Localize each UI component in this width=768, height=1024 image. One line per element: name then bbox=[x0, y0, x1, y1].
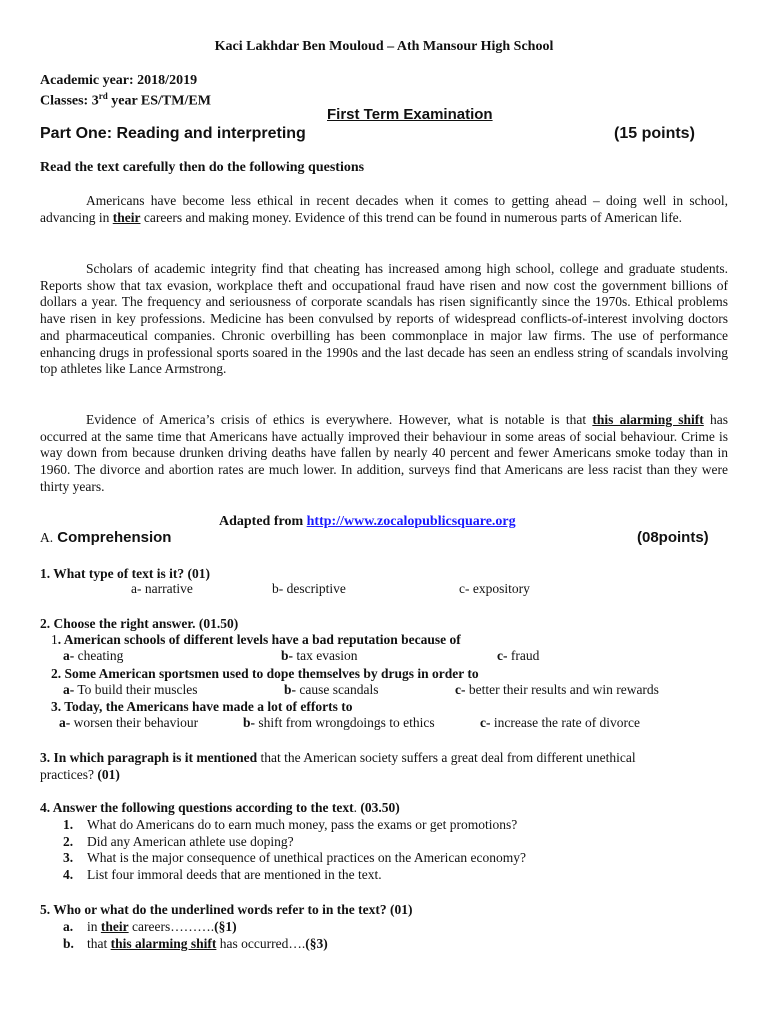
q5-b-ref: (§3) bbox=[305, 936, 328, 951]
q2-item-1-num: 1 bbox=[51, 632, 58, 647]
q4-stem-rest: . bbox=[353, 800, 361, 815]
q4-points: (03.50) bbox=[360, 800, 400, 815]
exam-title: First Term Examination bbox=[327, 106, 493, 123]
comprehension-points: (08points) bbox=[637, 529, 709, 546]
q3-stem bbox=[40, 749, 636, 766]
classes-sup: rd bbox=[98, 91, 108, 101]
q2-1-option-b bbox=[281, 648, 358, 664]
q5-b-pre: that bbox=[87, 936, 111, 951]
q2-3-option-b bbox=[243, 715, 435, 731]
q2-1-a-text: cheating bbox=[74, 648, 124, 663]
instruction: Read the text carefully then do the following questions bbox=[40, 160, 365, 175]
q2-2-c-text: better their results and win rewards bbox=[465, 682, 659, 697]
q4-stem-bold: 4. Answer the following questions according to the text bbox=[40, 800, 354, 815]
q4-item-4-text: List four immoral deeds that are mentioned in the text. bbox=[87, 867, 382, 882]
p1-underlined: their bbox=[112, 209, 141, 225]
paragraph-2: Scholars of academic integrity find that cheating has increased among high school, college and graduate students. Reports show that tax evasion, workplace theft and occupational fraud have risen and now cost the government billions of dollars a year. The frequency and seriousness of corporate scandals has risen significantly since the 1970s. Ethical problems have risen in key professions. Medicine has been convulsed by reports of widespread conflicts-of-interest involving doctors and pharmaceutical companies. Chronic overbilling has been commonplace in major law firms. The use of performance enhancing drugs in professional sports soared in the 1990s and the last decade has seen an endless string of scandals involving top athletes like Lance Armstrong. bbox=[40, 261, 728, 377]
p1-text-a: Americans have become less ethical in recent decades when it comes to getting ahead – doing well in school, advancing in bbox=[40, 193, 728, 225]
q2-3-b-letter: b- bbox=[243, 715, 256, 730]
q2-3-option-c bbox=[480, 715, 640, 731]
q5-b-letter: b. bbox=[63, 936, 74, 951]
q2-1-option-c bbox=[497, 648, 539, 664]
comprehension-title bbox=[40, 529, 171, 547]
q2-1-c-letter: c- bbox=[497, 648, 508, 663]
q4-item-1-text: What do Americans do to earn much money, pass the exams or get promotions? bbox=[87, 817, 518, 832]
q2-2-option-b bbox=[284, 682, 378, 698]
academic-year: Academic year: 2018/2019 bbox=[40, 73, 198, 88]
q1-stem: 1. What type of text is it? (01) bbox=[40, 566, 210, 581]
q4-item-1-num: 1. bbox=[63, 817, 74, 832]
p1-text-b: careers and making money. Evidence of this trend can be found in numerous parts of American life. bbox=[140, 209, 683, 225]
source-link[interactable]: http://www.zocalopublicsquare.org bbox=[306, 514, 516, 529]
q2-1-a-letter: a- bbox=[63, 648, 75, 663]
q5-a-letter: a. bbox=[63, 919, 74, 934]
q4-item-3 bbox=[63, 849, 526, 866]
q2-item-2 bbox=[51, 665, 479, 682]
q2-stem: 2. Choose the right answer. (01.50) bbox=[40, 616, 239, 631]
q4-stem bbox=[40, 799, 400, 816]
paragraph-1 bbox=[40, 193, 728, 226]
q2-3-c-letter: c- bbox=[480, 715, 491, 730]
q2-2-b-letter: b- bbox=[284, 682, 297, 697]
q5-a-ref: (§1) bbox=[214, 919, 237, 934]
q4-item-2 bbox=[63, 833, 294, 850]
q2-2-option-a bbox=[63, 682, 198, 698]
q1-option-a: a- narrative bbox=[131, 581, 193, 596]
q2-item-3-stem: Today, the Americans have made a lot of efforts to bbox=[61, 699, 353, 714]
q4-item-3-text: What is the major consequence of unethical practices on the American economy? bbox=[87, 850, 526, 865]
q2-item-2-stem: Some American sportsmen used to dope themselves by drugs in order to bbox=[61, 666, 479, 681]
q2-1-c-text: fraud bbox=[507, 648, 540, 663]
q2-2-c-letter: c- bbox=[455, 682, 466, 697]
q3-stem-bold: 3. In which paragraph is it mentioned bbox=[40, 750, 258, 765]
q2-2-option-c bbox=[455, 682, 659, 698]
source bbox=[219, 513, 516, 530]
q4-item-4 bbox=[63, 866, 382, 883]
comprehension-letter: A. bbox=[40, 530, 54, 545]
q5-item-a bbox=[63, 918, 237, 935]
q3-points: (01) bbox=[97, 767, 120, 782]
source-label: Adapted from bbox=[219, 514, 307, 529]
q2-item-3 bbox=[51, 698, 352, 715]
q5-stem: 5. Who or what do the underlined words refer to in the text? (01) bbox=[40, 902, 413, 917]
classes-prefix: Classes: 3 bbox=[40, 93, 99, 109]
q5-a-word: their bbox=[100, 919, 129, 934]
q5-a-pre: in bbox=[87, 919, 101, 934]
q2-3-b-text: shift from wrongdoings to ethics bbox=[255, 715, 435, 730]
q2-3-option-a bbox=[59, 715, 198, 731]
q5-a-post: careers………. bbox=[128, 919, 215, 934]
q2-item-1 bbox=[51, 631, 461, 648]
comprehension-label: Comprehension bbox=[53, 529, 172, 546]
p3-underlined: this alarming shift bbox=[592, 412, 704, 427]
q2-item-2-num: 2. bbox=[51, 666, 62, 681]
q5-b-word: this alarming shift bbox=[110, 936, 217, 951]
classes bbox=[40, 88, 211, 110]
q3-line2 bbox=[40, 766, 120, 783]
q2-2-b-text: cause scandals bbox=[296, 682, 379, 697]
q2-item-1-stem: . American schools of different levels have a bad reputation because of bbox=[57, 632, 461, 647]
p3-text-b: has occurred at the same time that Americans have actually improved their behaviour in some areas of social behaviour. Crime is way down from because drunken driving deaths have fallen by nearly 40 percent and fewer Americans smoke today than in 1960. The divorce and abortion rates are much lower. In addition, surveys find that Americans are less racist than they were thirty years. bbox=[40, 412, 729, 494]
q2-2-a-letter: a- bbox=[63, 682, 75, 697]
q4-item-2-text: Did any American athlete use doping? bbox=[87, 834, 294, 849]
q1-option-c: c- expository bbox=[459, 581, 530, 596]
q4-item-3-num: 3. bbox=[63, 850, 74, 865]
q2-1-option-a bbox=[63, 648, 123, 664]
q4-item-4-num: 4. bbox=[63, 867, 74, 882]
q2-item-3-num: 3. bbox=[51, 699, 62, 714]
school-name: Kaci Lakhdar Ben Mouloud – Ath Mansour High School bbox=[214, 39, 554, 54]
q2-3-c-text: increase the rate of divorce bbox=[490, 715, 641, 730]
q1-option-b: b- descriptive bbox=[272, 581, 346, 596]
q5-b-post: has occurred…. bbox=[216, 936, 306, 951]
q2-1-b-letter: b- bbox=[281, 648, 294, 663]
q4-item-2-num: 2. bbox=[63, 834, 74, 849]
paragraph-3 bbox=[40, 412, 728, 496]
classes-suffix: year ES/TM/EM bbox=[107, 93, 211, 109]
p3-text-a: Evidence of America’s crisis of ethics is everywhere. However, what is notable is that bbox=[86, 412, 593, 427]
q3-line2-text: practices? bbox=[40, 767, 98, 782]
q2-3-a-text: worsen their behaviour bbox=[70, 715, 199, 730]
q5-item-b bbox=[63, 935, 328, 952]
part-one-points: (15 points) bbox=[614, 125, 695, 142]
q2-1-b-text: tax evasion bbox=[293, 648, 358, 663]
q2-2-a-text: To build their muscles bbox=[74, 682, 198, 697]
q2-3-a-letter: a- bbox=[59, 715, 71, 730]
q3-stem-rest: that the American society suffers a great deal from different unethical bbox=[257, 750, 636, 765]
part-one-title: Part One: Reading and interpreting bbox=[40, 125, 306, 142]
q4-item-1 bbox=[63, 816, 517, 833]
